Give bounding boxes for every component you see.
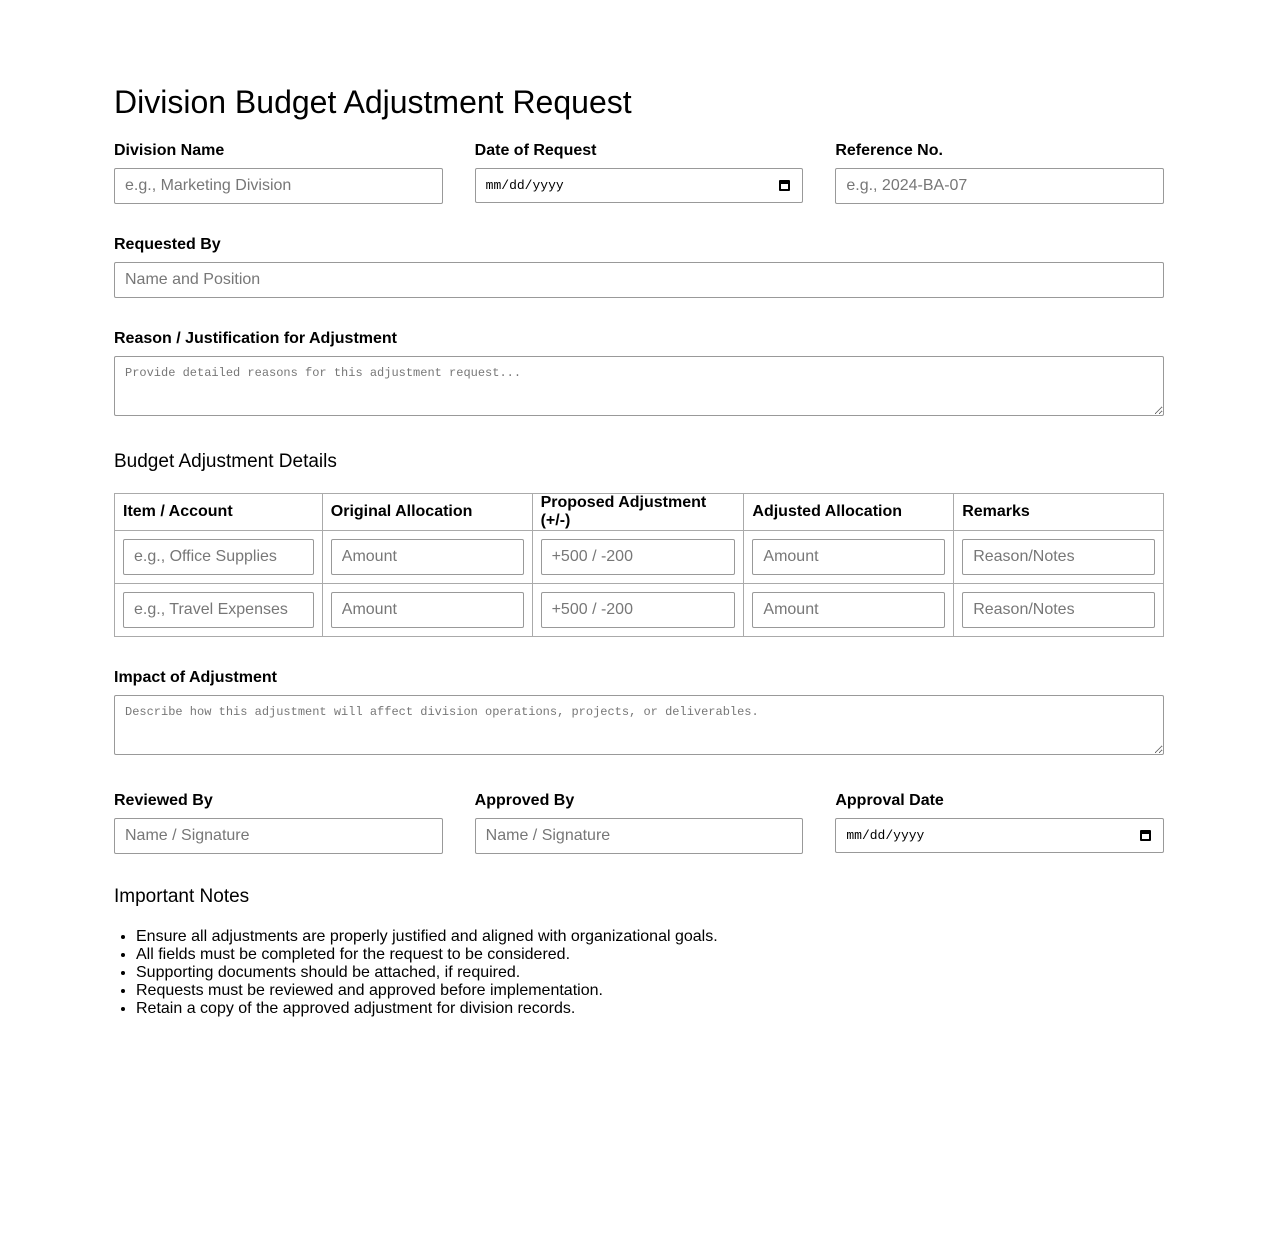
table-cell — [115, 584, 323, 637]
table-cell — [744, 584, 954, 637]
table-cell — [115, 531, 323, 584]
requested-by-label: Requested By — [114, 236, 221, 253]
remarks-input[interactable] — [962, 592, 1155, 628]
adjusted-allocation-input[interactable] — [752, 539, 945, 575]
list-item: • Retain a copy of the approved adjustment for division records. — [136, 1000, 1164, 1018]
original-allocation-input[interactable] — [331, 592, 524, 628]
calendar-icon[interactable] — [779, 180, 790, 191]
list-item: • Requests must be reviewed and approved before implementation. — [136, 982, 1164, 1000]
list-item: • Ensure all adjustments are properly justified and aligned with organizational goals. — [136, 928, 1164, 946]
table-cell — [532, 584, 744, 637]
page-title: Division Budget Adjustment Request — [114, 84, 632, 120]
table-row — [115, 584, 1164, 637]
column-header: Proposed Adjustment (+/-) — [532, 494, 744, 531]
table-cell — [954, 584, 1164, 637]
budget-details-table — [114, 493, 1164, 637]
column-header: Remarks — [954, 494, 1164, 531]
approval-date-group — [835, 792, 1164, 854]
table-cell — [532, 531, 744, 584]
original-allocation-input[interactable] — [331, 539, 524, 575]
division-name-input[interactable] — [114, 168, 443, 204]
approval-date-input[interactable] — [835, 818, 1164, 853]
table-cell — [322, 531, 532, 584]
date-of-request-group — [475, 142, 804, 204]
table-cell — [322, 584, 532, 637]
important-notes-list — [114, 928, 1164, 1018]
approved-by-label: Approved By — [474, 792, 575, 809]
date-of-request-label: Date of Request — [474, 142, 597, 159]
header-fields-row — [114, 142, 1164, 204]
column-header: Original Allocation — [322, 494, 532, 531]
reviewed-by-group — [114, 792, 443, 854]
reviewed-by-label: Reviewed By — [114, 792, 213, 809]
reference-no-input[interactable] — [835, 168, 1164, 204]
important-notes-heading: Important Notes — [114, 886, 250, 907]
approval-date-label: Approval Date — [835, 792, 944, 809]
table-cell — [744, 531, 954, 584]
requested-by-input[interactable] — [114, 262, 1164, 298]
item-account-input[interactable] — [123, 592, 314, 628]
adjusted-allocation-input[interactable] — [752, 592, 945, 628]
approval-date-format: mm/dd/yyyy — [846, 828, 925, 843]
proposed-adjustment-input[interactable] — [541, 592, 736, 628]
impact-group — [114, 669, 1164, 760]
date-of-request-format: mm/dd/yyyy — [485, 178, 564, 193]
column-header: Item / Account — [115, 494, 323, 531]
division-name-label: Division Name — [114, 142, 225, 159]
reason-label: Reason / Justification for Adjustment — [114, 330, 397, 347]
division-name-group — [114, 142, 443, 204]
list-item: • Supporting documents should be attached, if required. — [136, 964, 1164, 982]
calendar-icon[interactable] — [1140, 830, 1151, 841]
column-header: Adjusted Allocation — [744, 494, 954, 531]
proposed-adjustment-input[interactable] — [541, 539, 736, 575]
reviewed-by-input[interactable] — [114, 818, 443, 854]
important-notes-section — [114, 886, 1164, 1018]
table-header-row — [115, 494, 1164, 531]
reference-no-group — [835, 142, 1164, 204]
impact-textarea[interactable] — [114, 695, 1164, 755]
approved-by-input[interactable] — [475, 818, 804, 854]
reason-textarea[interactable] — [114, 356, 1164, 416]
budget-details-section — [114, 451, 1164, 637]
approval-fields-row — [114, 792, 1164, 854]
list-item: • All fields must be completed for the request to be considered. — [136, 946, 1164, 964]
date-of-request-input[interactable] — [475, 168, 804, 203]
impact-label: Impact of Adjustment — [114, 669, 277, 686]
reference-no-label: Reference No. — [835, 142, 943, 159]
table-cell — [954, 531, 1164, 584]
approved-by-group — [475, 792, 804, 854]
reason-group — [114, 330, 1164, 421]
budget-details-heading: Budget Adjustment Details — [114, 451, 337, 472]
remarks-input[interactable] — [962, 539, 1155, 575]
requested-by-group — [114, 236, 1164, 298]
table-row — [115, 531, 1164, 584]
item-account-input[interactable] — [123, 539, 314, 575]
